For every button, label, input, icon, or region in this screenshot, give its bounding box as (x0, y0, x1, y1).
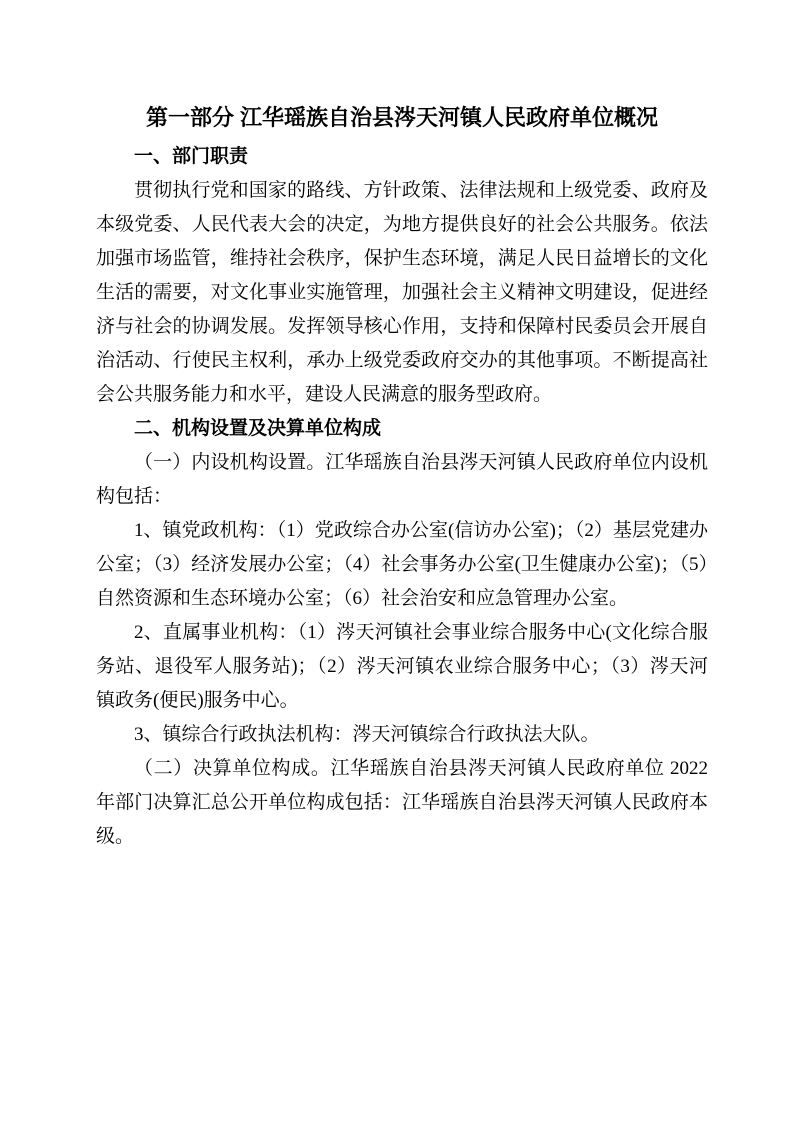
section-heading-department-duties: 一、部门职责 (134, 146, 249, 167)
paragraph-final-accounts-units: （二）决算单位构成。江华瑶族自治县涔天河镇人民政府单位 2022年部门决算汇总公开单位构成包括：江华瑶族自治县涔天河镇人民政府本级。 (96, 758, 708, 847)
paragraph-internal-organs-intro: （一）内设机构设置。江华瑶族自治县涔天河镇人民政府单位内设机构包括： (96, 452, 708, 507)
paragraph-department-duties: 贯彻执行党和国家的路线、方针政策、法律法规和上级党委、政府及本级党委、人民代表大会的决定，为地方提供良好的社会公共服务。依法加强市场监管，维持社会秩序，保护生态环境，满足人民日益增长的文化生活的需要，对文化事业实施管理，加强社会主义精神文明建设，促进经济与社会的协调发展。发挥领导核心作用，支持和保障村民委员会开展自治活动、行使民主权利，承办上级党委政府交办的其他事项。不断提高社会公共服务能力和水平，建设人民满意的服务型政府。 (96, 180, 708, 405)
paragraph-party-government-organs: 1、镇党政机构：（1）党政综合办公室(信访办公室)；（2）基层党建办公室；（3）经济发展办公室；（4）社会事务办公室(卫生健康办公室)；（5）自然资源和生态环境办公室；（6）社会治安和应急管理办公室。 (96, 520, 708, 609)
paragraph-law-enforcement-organ: 3、镇综合行政执法机构：涔天河镇综合行政执法大队。 (134, 724, 600, 745)
paragraph-subordinate-institutions: 2、直属事业机构：（1）涔天河镇社会事业综合服务中心(文化综合服务站、退役军人服务站)；（2）涔天河镇农业综合服务中心；（3）涔天河镇政务(便民)服务中心。 (96, 622, 708, 711)
section-heading-organization-setup: 二、机构设置及决算单位构成 (134, 418, 382, 439)
document-title: 第一部分 江华瑶族自治县涔天河镇人民政府单位概况 (145, 105, 659, 130)
